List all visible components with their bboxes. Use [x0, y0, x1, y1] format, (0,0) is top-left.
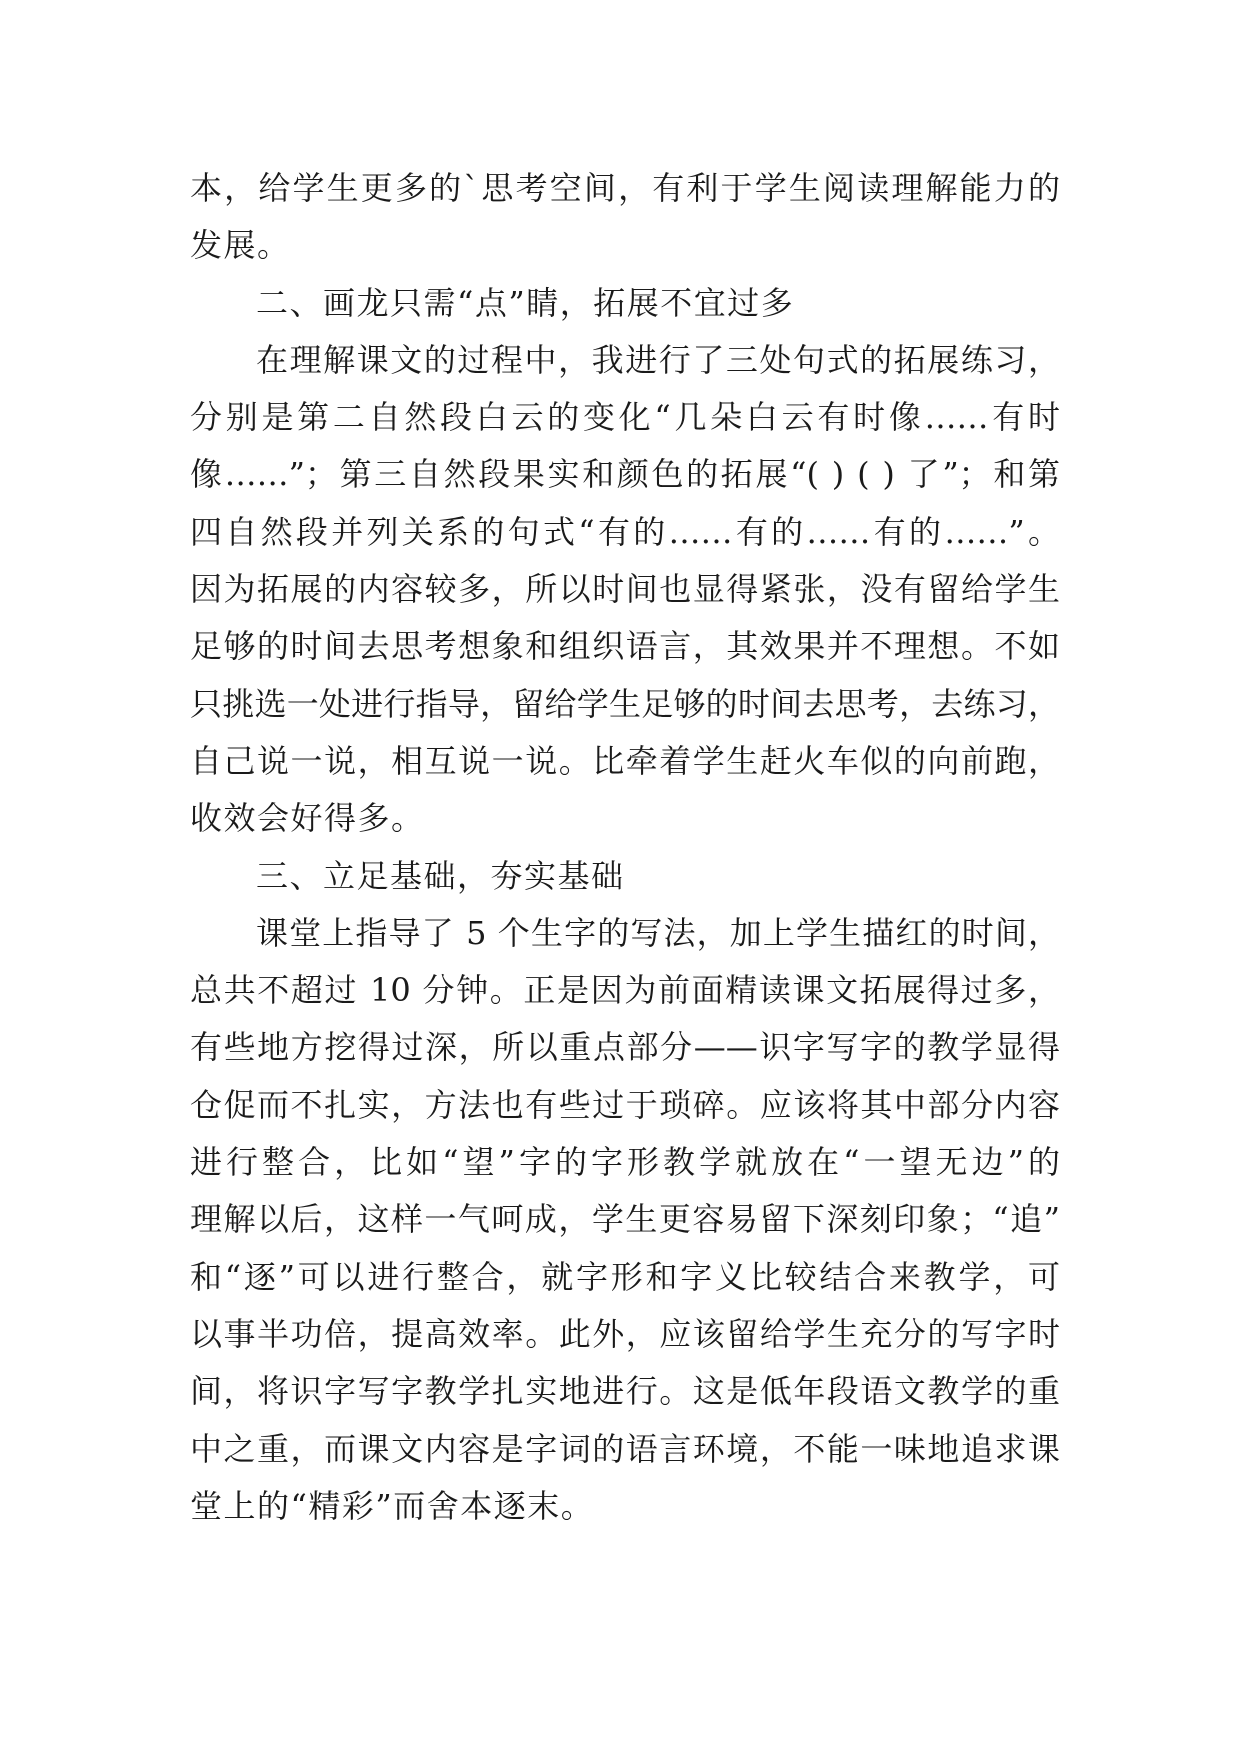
- text-line: 因为拓展的内容较多，所以时间也显得紧张，没有留给学生: [190, 570, 1060, 609]
- text-line: 和“逐”可以进行整合，就字形和字义比较结合来教学，可: [190, 1257, 1060, 1296]
- document-body: [190, 160, 1060, 1535]
- text-line: 理解以后，这样一气呵成，学生更容易留下深刻印象；“追”: [190, 1200, 1060, 1239]
- text-line: 足够的时间去思考想象和组织语言，其效果并不理想。不如: [190, 627, 1060, 666]
- text-line: 只挑选一处进行指导，留给学生足够的时间去思考，去练习，: [190, 684, 1060, 723]
- text-line: 四自然段并列关系的句式“有的……有的……有的……”。: [190, 512, 1060, 551]
- text-line: 像……”；第三自然段果实和颜色的拓展“( ) ( ) 了”；和第: [190, 455, 1060, 494]
- text-line: 间，将识字写字教学扎实地进行。这是低年段语文教学的重: [190, 1372, 1060, 1411]
- text-line: 自己说一说，相互说一说。比牵着学生赶火车似的向前跑，: [190, 741, 1060, 780]
- text-line: 仓促而不扎实，方法也有些过于琐碎。应该将其中部分内容: [190, 1085, 1060, 1124]
- text-line: 在理解课文的过程中，我进行了三处句式的拓展练习，: [256, 340, 1060, 379]
- text-line: 收效会好得多。: [190, 799, 425, 838]
- text-line: 本，给学生更多的`思考空间，有利于学生阅读理解能力的: [190, 169, 1060, 207]
- text-line: 进行整合，比如“望”字的字形教学就放在“一望无边”的: [190, 1143, 1060, 1182]
- text-line: 有些地方挖得过深，所以重点部分——识字写字的教学显得: [190, 1028, 1060, 1067]
- section-heading: 三、立足基础，夯实基础: [256, 856, 625, 895]
- text-line: 课堂上指导了 5 个生字的写法，加上学生描红的时间，: [256, 913, 1060, 952]
- text-line: 分别是第二自然段白云的变化“几朵白云有时像……有时: [190, 398, 1060, 437]
- text-line: 发展。: [190, 226, 291, 265]
- section-heading: 二、画龙只需“点”睛，拓展不宜过多: [256, 283, 795, 322]
- text-line: 以事半功倍，提高效率。此外，应该留给学生充分的写字时: [190, 1314, 1060, 1353]
- text-line: 总共不超过 10 分钟。正是因为前面精读课文拓展得过多，: [190, 971, 1060, 1010]
- text-line: 堂上的“精彩”而舍本逐末。: [190, 1486, 595, 1525]
- text-line: 中之重，而课文内容是字词的语言环境，不能一味地追求课: [190, 1429, 1060, 1468]
